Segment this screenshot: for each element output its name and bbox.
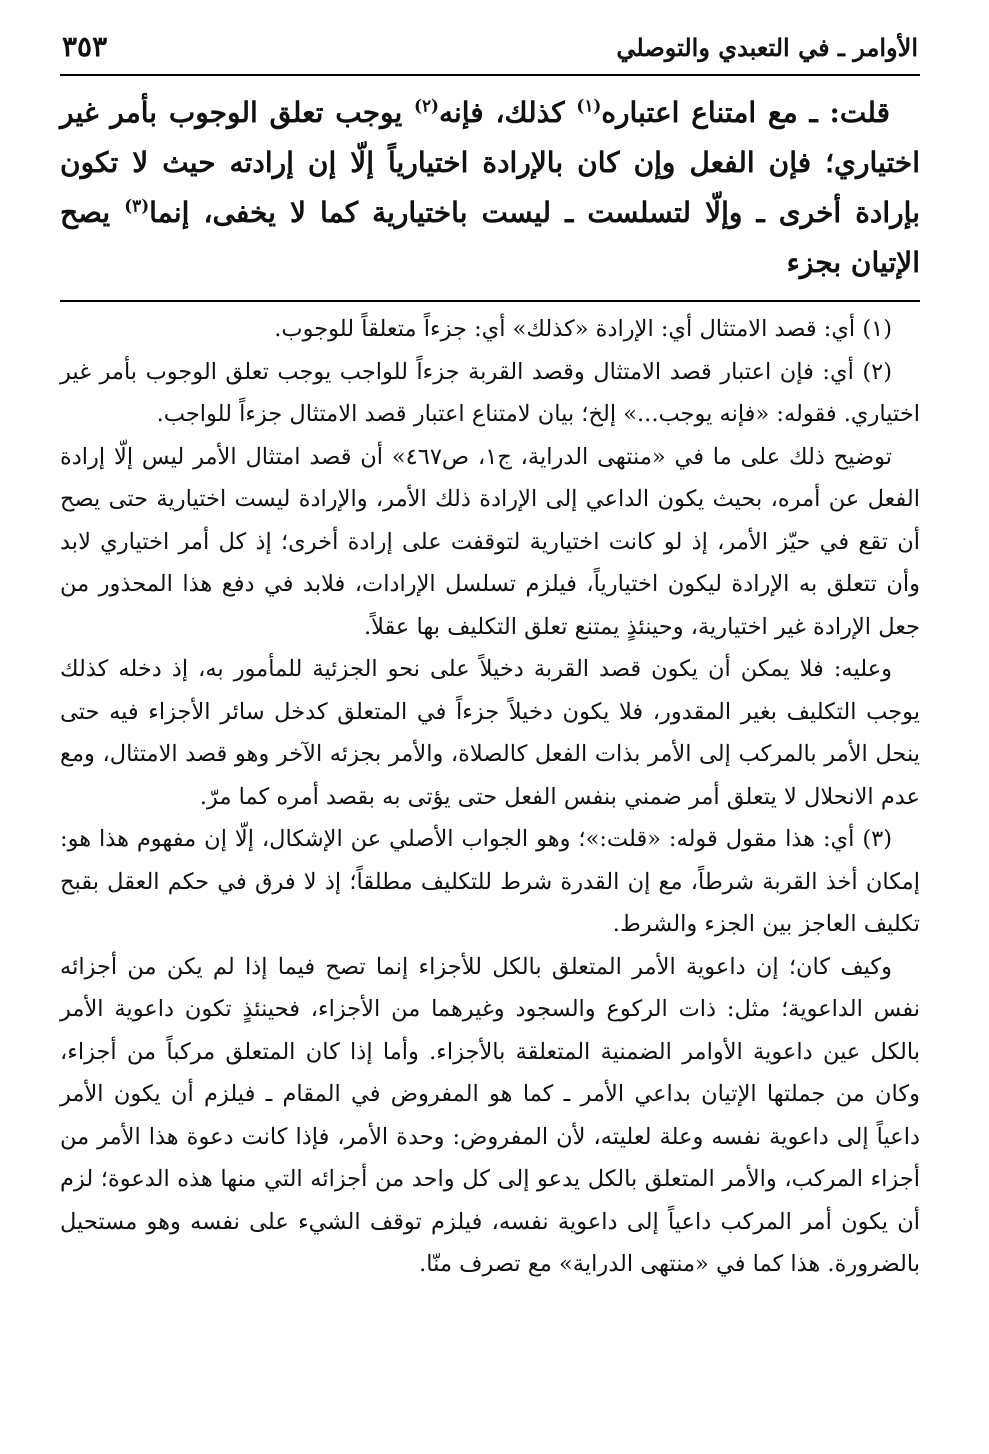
footnote-separator	[60, 300, 920, 302]
footnote-1: (١) أي: قصد الامتثال أي: الإرادة «كذلك» أي: جزءاً متعلقاً للوجوب.	[274, 316, 892, 342]
main-text-segment: يوجب تعلق الوجوب بأمر غير اختياري؛ فإن الفعل وإن كان بالإرادة اختيارياً إلّا إن إرادته حيث لا تكون بإرادة أخرى ـ وإلّا لتسلست ـ ليست باختيارية كما لا يخفى، إنما	[60, 96, 920, 229]
footnote-2-consequence: وعليه: فلا يمكن أن يكون قصد القربة دخيلاً على نحو الجزئية للمأمور به، إذ دخله كذلك يوجب التكليف بغير المقدور، فلا يكون دخيلاً جزءاً في المتعلق كدخل سائر الأجزاء فيه حتى ينحل الأمر بالمركب إلى الأمر بذات الفعل كالصلاة، والأمر بجزئه الآخر وهو قصد الامتثال، ومع عدم الانحلال لا يتعلق أمر ضمني بنفس الفعل حتى يؤتى به بقصد أمره كما مرّ.	[60, 656, 920, 810]
page-number: ٣٥٣	[62, 30, 108, 63]
book-page	[60, 30, 920, 1286]
running-title: الأوامر ـ في التعبدي والتوصلي	[616, 33, 918, 62]
main-text-segment: يصح الإتيان بجزء	[60, 196, 920, 279]
footnotes	[60, 308, 920, 1286]
footnote-3: (٣) أي: هذا مقول قوله: «قلت:»؛ وهو الجواب الأصلي عن الإشكال، إلّا إن مفهوم هذا هو: إمكان أخذ القربة شرطاً، مع إن القدرة شرط للتكليف مطلقاً؛ إذ لا فرق في حكم العقل بقبح تكليف العاجز بين الجزء والشرط.	[60, 826, 920, 937]
footnote-ref: (١)	[576, 95, 602, 116]
footnote-2-explanation: توضيح ذلك على ما في «منتهى الدراية، ج١، ص٤٦٧» أن قصد امتثال الأمر ليس إلّا إرادة الفعل عن أمره، بحيث يكون الداعي إلى الإرادة ذلك الأمر، والإرادة ليست اختيارية حتى يصح أن تقع في حيّز الأمر، إذ لو كانت اختيارية لتوقفت على إرادة أخرى؛ إذ كل أمر اختياري لابد وأن تتعلق به الإرادة ليكون اختيارياً، فيلزم تسلسل الإرادات، فلابد في دفع هذا المحذور من جعل الإرادة غير اختيارية، وحينئذٍ يمتنع تعلق التكليف بها عقلاً.	[60, 443, 920, 640]
footnote-3-elaboration: وكيف كان؛ إن داعوية الأمر المتعلق بالكل للأجزاء إنما تصح فيما إذا لم يكن من أجزائه نفس الداعوية؛ مثل: ذات الركوع والسجود وغيرهما من الأجزاء، فحينئذٍ تكون داعوية الأمر بالكل عين داعوية الأوامر الضمنية المتعلقة بالأجزاء. وأما إذا كان المتعلق مركباً من أجزاء، وكان من جملتها الإتيان بداعي الأمر ـ كما هو المفروض في المقام ـ فيلزم أن يكون الأمر داعياً إلى داعوية نفسه وعلة لعليته، لأن المفروض: وحدة الأمر، فإذا كانت دعوة هذا الأمر من أجزاء المركب، والأمر المتعلق بالكل يدعو إلى كل واحد من أجزائه التي منها هذه الدعوة؛ لزم أن يكون أمر المركب داعياً إلى داعوية نفسه، فيلزم توقف الشيء على نفسه وهو مستحيل بالضرورة. هذا كما في «منتهى الدراية» مع تصرف منّا.	[60, 953, 920, 1277]
main-text	[60, 88, 920, 288]
main-paragraph	[60, 88, 920, 288]
main-text-segment: قلت: ـ مع امتناع اعتباره	[601, 96, 890, 129]
footnote-ref: (٢)	[414, 95, 439, 116]
footnote-2: (٢) أي: فإن اعتبار قصد الامتثال وقصد القربة جزءاً للواجب يوجب تعلق الوجوب بأمر غير اختياري. فقوله: «فإنه يوجب...» إلخ؛ بيان لامتناع اعتبار قصد الامتثال جزءاً للواجب.	[60, 358, 920, 427]
page-header	[60, 30, 920, 76]
main-text-segment: كذلك، فإنه	[438, 96, 577, 129]
footnote-ref: (٣)	[124, 195, 150, 216]
